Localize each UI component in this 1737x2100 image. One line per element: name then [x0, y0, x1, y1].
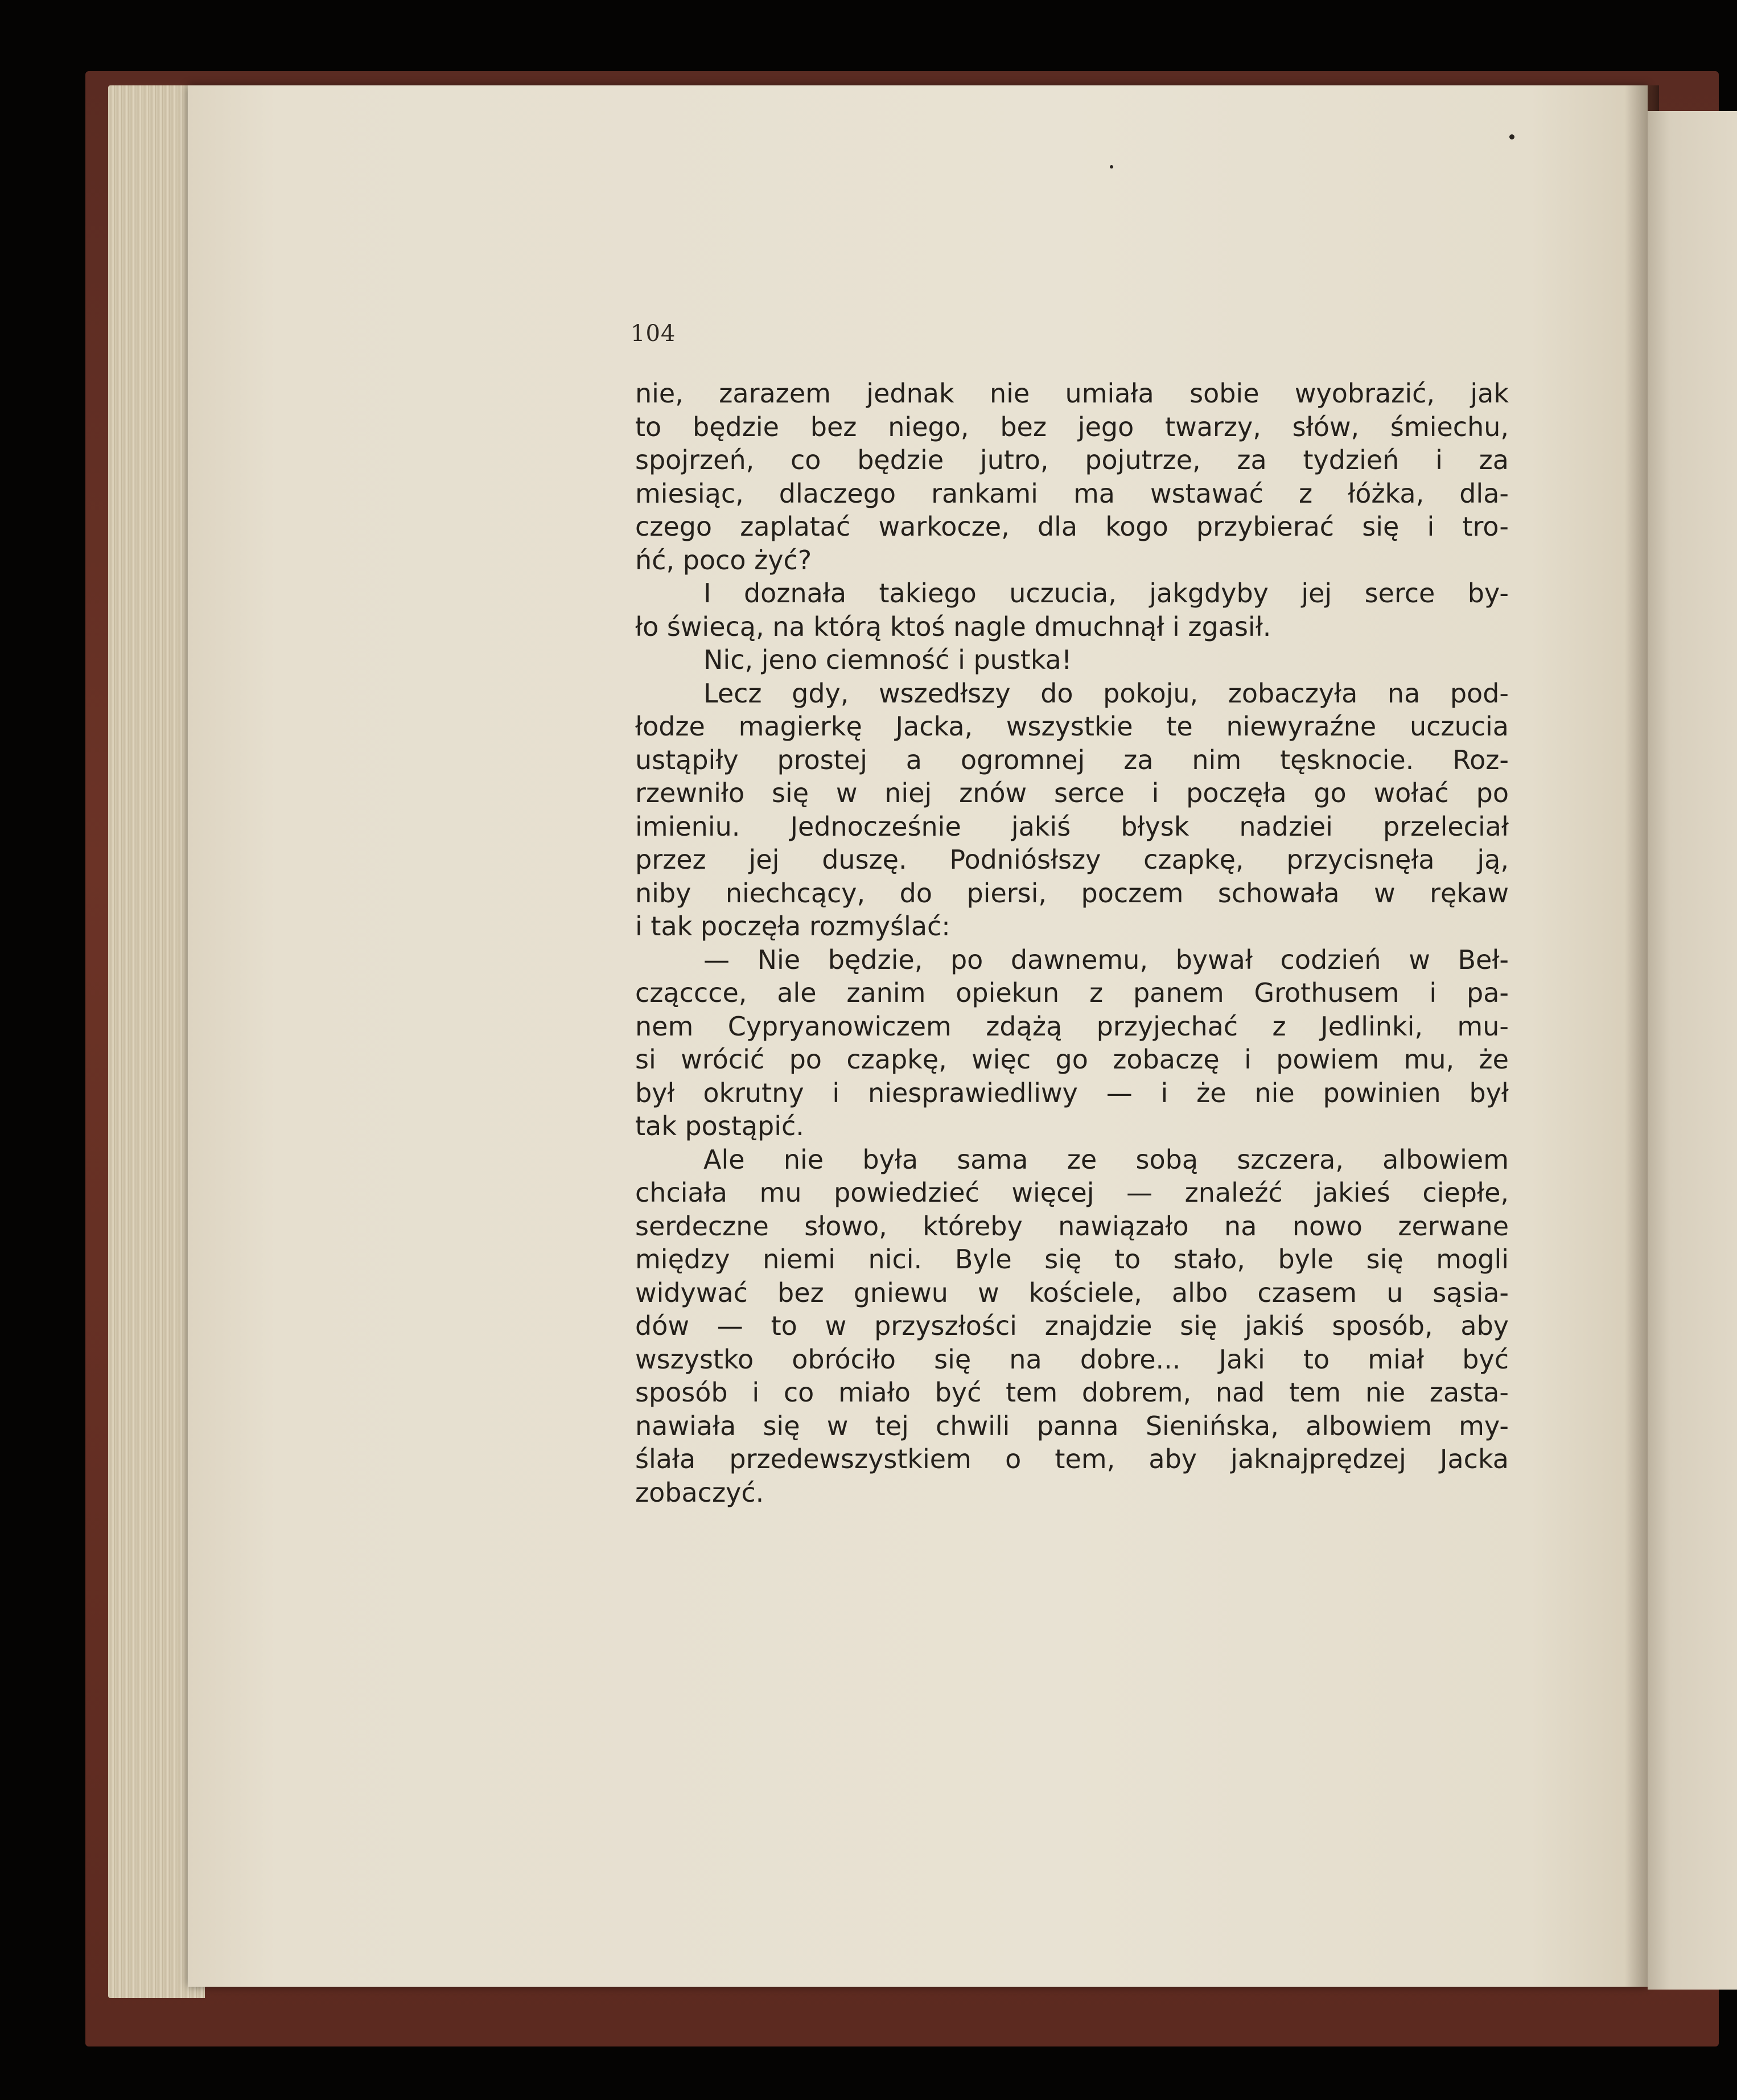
- text-line: nawiała się w tej chwili panna Sienińska, albowiem my-: [635, 1410, 1509, 1441]
- text-line: Lecz gdy, wszedłszy do pokoju, zobaczyła na pod-: [703, 677, 1509, 709]
- paper-speck: [1509, 134, 1514, 139]
- text-line: si wrócić po czapkę, więc go zobaczę i powiem mu, że: [635, 1044, 1509, 1075]
- text-line: spojrzeń, co będzie jutro, pojutrze, za tydzień i za: [635, 445, 1509, 475]
- text-line: tak postąpić.: [635, 1111, 804, 1141]
- text-line: widywać bez gniewu w kościele, albo czasem u sąsia-: [635, 1277, 1509, 1308]
- text-line: to będzie bez niego, bez jego twarzy, słów, śmiechu,: [635, 411, 1509, 442]
- text-line: chciała mu powiedzieć więcej — znaleźć jakieś ciepłe,: [635, 1177, 1509, 1208]
- paper-speck: [1110, 165, 1113, 169]
- text-line: serdeczne słowo, któreby nawiązało na nowo zerwane: [635, 1210, 1509, 1242]
- text-line: był okrutny i niesprawiedliwy — i że nie powinien był: [635, 1077, 1509, 1108]
- text-line: I doznała takiego uczucia, jakgdyby jej serce by-: [703, 578, 1509, 609]
- text-line: wszystko obróciło się na dobre... Jaki to miał być: [635, 1343, 1509, 1375]
- text-line: Ale nie była sama ze sobą szczera, albowiem: [703, 1144, 1509, 1175]
- adjacent-page-edge: [1648, 111, 1737, 1990]
- text-line: czego zaplatać warkocze, dla kogo przybierać się i tro-: [635, 511, 1509, 542]
- text-line: ślała przedewszystkiem o tem, aby jaknajprędzej Jacka: [635, 1444, 1509, 1474]
- text-line: zobaczyć.: [635, 1477, 764, 1508]
- page-number: 104: [631, 320, 676, 347]
- text-line: imieniu. Jednocześnie jakiś błysk nadziei przeleciał: [635, 811, 1509, 842]
- text-line: rzewniło się w niej znów serce i poczęła go wołać po: [635, 778, 1509, 808]
- text-line: — Nie będzie, po dawnemu, bywał codzień w Beł-: [703, 944, 1509, 975]
- text-line: niby niechcący, do piersi, poczem schowała w rękaw: [635, 877, 1509, 909]
- text-line: sposób i co miało być tem dobrem, nad tem nie zasta-: [635, 1377, 1509, 1408]
- text-line: ńć, poco żyć?: [635, 544, 812, 576]
- text-line: nie, zarazem jednak nie umiała sobie wyobrazić, jak: [635, 378, 1509, 409]
- text-line: ło świecą, na którą ktoś nagle dmuchnął i zgasił.: [635, 611, 1271, 642]
- text-line: Nic, jeno ciemność i pustka!: [703, 644, 1072, 675]
- text-line: dów — to w przyszłości znajdzie się jakiś sposób, aby: [635, 1310, 1509, 1341]
- text-line: ustąpiły prostej a ogromnej za nim tęsknocie. Roz-: [635, 744, 1509, 775]
- body-text: [635, 377, 1509, 1509]
- text-line: cząccce, ale zanim opiekun z panem Grothusem i pa-: [635, 977, 1509, 1008]
- text-line: miesiąc, dlaczego rankami ma wstawać z łóżka, dla-: [635, 478, 1509, 509]
- text-line: łodze magierkę Jacka, wszystkie te niewyraźne uczucia: [635, 711, 1509, 742]
- text-line: przez jej duszę. Podniósłszy czapkę, przycisnęła ją,: [635, 844, 1509, 875]
- text-line: nem Cypryanowiczem zdążą przyjechać z Jedlinki, mu-: [635, 1010, 1509, 1042]
- text-line: między niemi nici. Byle się to stało, byle się mogli: [635, 1244, 1509, 1275]
- text-line: i tak poczęła rozmyślać:: [635, 911, 950, 942]
